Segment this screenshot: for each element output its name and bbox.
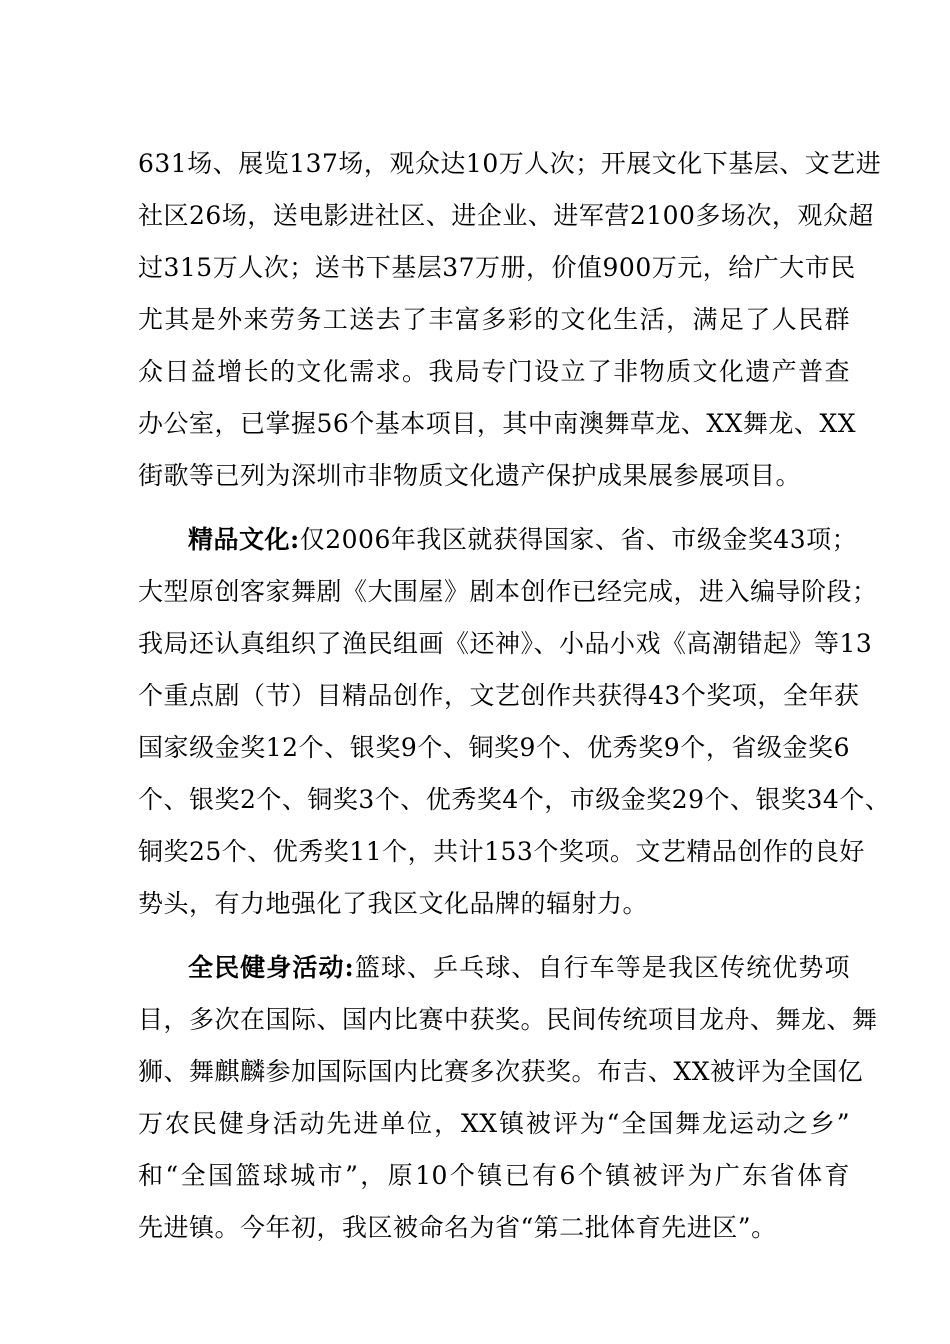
text-line: 我局还认真组织了渔民组画《还神》、小品小戏《高潮错起》等13	[138, 629, 873, 658]
text-line: 众日益增长的文化需求。我局专门设立了非物质文化遗产普查	[138, 357, 850, 386]
text-line: 过315万人次；送书下基层37万册，价值900万元，给广大市民	[138, 253, 856, 282]
text-line: 国家级金奖12个、银奖9个、铜奖9个、优秀奖9个，省级金奖6	[138, 733, 850, 762]
paragraph-quality-culture	[138, 514, 891, 930]
section-heading: 全民健身活动:	[188, 953, 355, 982]
text-line: 目，多次在国际、国内比赛中获奖。民间传统项目龙舟、舞龙、舞	[138, 1005, 878, 1034]
text-line: 狮、舞麒麟参加国际国内比赛多次获奖。布吉、XX被评为全国亿	[138, 1057, 864, 1086]
text-line: 先进镇。今年初，我区被命名为省“第二批体育先进区”。	[138, 1213, 777, 1242]
paragraph-first-line	[138, 942, 850, 994]
paragraph-spacer	[138, 930, 850, 942]
text-line: 631场、展览137场，观众达10万人次；开展文化下基层、文艺进	[138, 149, 882, 178]
paragraph-spacer	[138, 502, 850, 514]
text-line: 个、银奖2个、铜奖3个、优秀奖4个，市级金奖29个、银奖34个、	[138, 785, 891, 814]
text-line: 办公室，已掌握56个基本项目，其中南澳舞草龙、XX舞龙、XX	[138, 409, 857, 438]
text-line: 街歌等已列为深圳市非物质文化遗产保护成果展参展项目。	[138, 461, 802, 490]
text-line: 和“全国篮球城市”，原10个镇已有6个镇被评为广东省体育	[138, 1161, 850, 1190]
text-line: 铜奖25个、优秀奖11个，共计153个奖项。文艺精品创作的良好	[138, 837, 865, 866]
paragraph-fitness-activities	[138, 942, 878, 1254]
document-page	[138, 138, 891, 1254]
section-heading: 精品文化:	[188, 525, 300, 554]
text-line: 个重点剧（节）目精品创作，文艺创作共获得43个奖项，全年获	[138, 681, 860, 710]
text-line: 大型原创客家舞剧《大围屋》剧本创作已经完成，进入编导阶段；	[138, 577, 878, 606]
text-run: 篮球、乒乓球、自行车等是我区传统优势项	[354, 953, 850, 982]
text-line: 尤其是外来劳务工送去了丰富多彩的文化生活，满足了人民群	[138, 305, 850, 334]
text-line: 社区26场，送电影进社区、进企业、进军营2100多场次，观众超	[138, 201, 874, 230]
paragraph-first-line	[138, 514, 858, 566]
paragraph-culture-services	[138, 138, 882, 502]
text-run: 仅2006年我区就获得国家、省、市级金奖43项；	[299, 525, 858, 554]
text-line: 势头，有力地强化了我区文化品牌的辐射力。	[138, 889, 649, 918]
text-line: 万农民健身活动先进单位，XX镇被评为“全国舞龙运动之乡”	[138, 1109, 850, 1138]
